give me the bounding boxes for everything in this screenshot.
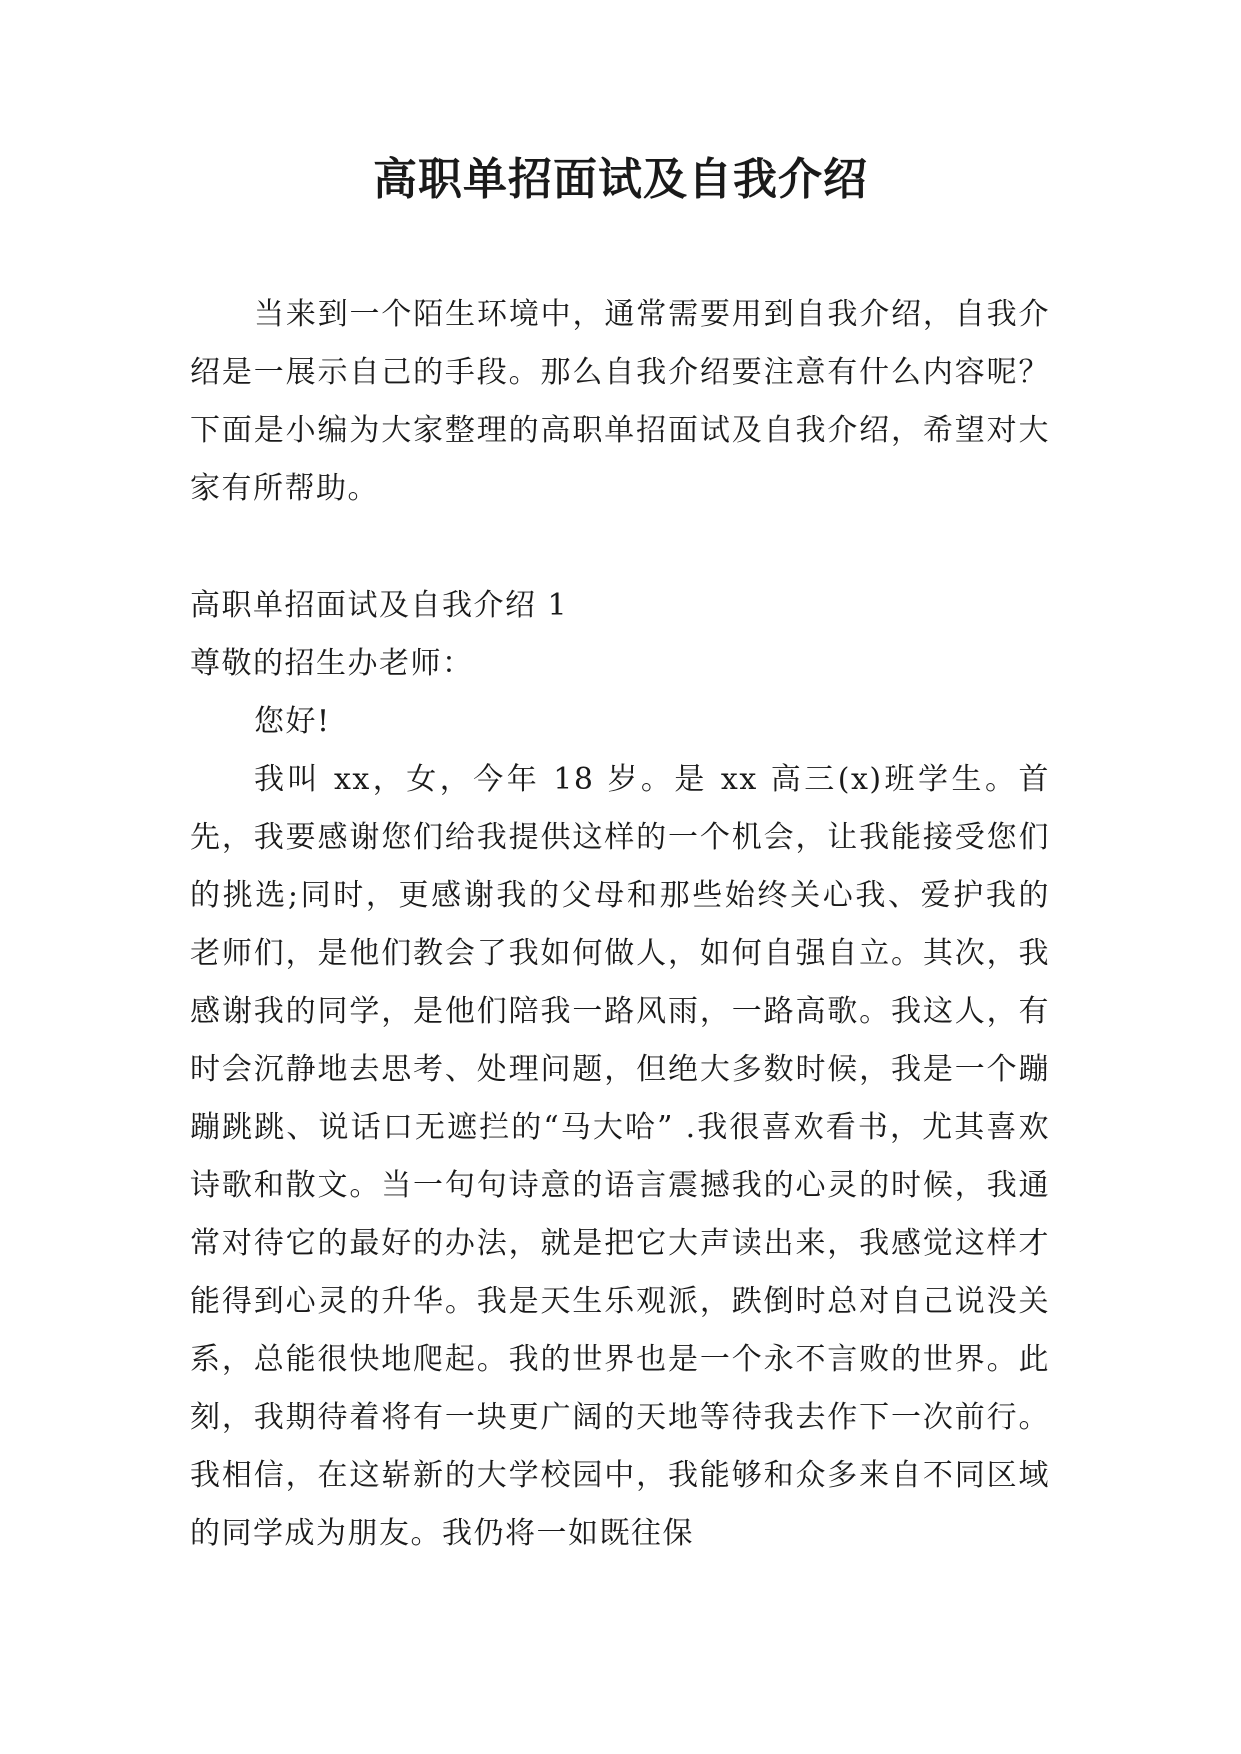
salutation: 尊敬的招生办老师：: [190, 646, 474, 681]
intro-paragraph: 当来到一个陌生环境中，通常需要用到自我介绍，自我介绍是一展示自己的手段。那么自我介绍要注意有什么内容呢？下面是小编为大家整理的高职单招面试及自我介绍，希望对大家有所帮助。: [190, 297, 1050, 506]
greeting: 您好!: [254, 704, 331, 739]
document-title: 高职单招面试及自我介绍: [373, 154, 868, 205]
section-heading: 高职单招面试及自我介绍 1: [190, 588, 569, 623]
body-paragraph: 我叫 xx，女，今年 18 岁。是 xx 高三(x)班学生。首先，我要感谢您们给我提供这样的一个机会，让我能接受您们的挑选;同时，更感谢我的父母和那些始终关心我、爱护我的老师们，是他们教会了我如何做人，如何自强自立。其次，我感谢我的同学，是他们陪我一路风雨，一路高歌。我这人，有时会沉静地去思考、处理问题，但绝大多数时候，我是一个蹦蹦跳跳、说话口无遮拦的“马大哈” .我很喜欢看书，尤其喜欢诗歌和散文。当一句句诗意的语言震撼我的心灵的时候，我通常对待它的最好的办法，就是把它大声读出来，我感觉这样才能得到心灵的升华。我是天生乐观派，跌倒时总对自己说没关系，总能很快地爬起。我的世界也是一个永不言败的世界。此刻，我期待着将有一块更广阔的天地等待我去作下一次前行。我相信，在这崭新的大学校园中，我能够和众多来自不同区域的同学成为朋友。我仍将一如既往保: [190, 762, 1050, 1551]
